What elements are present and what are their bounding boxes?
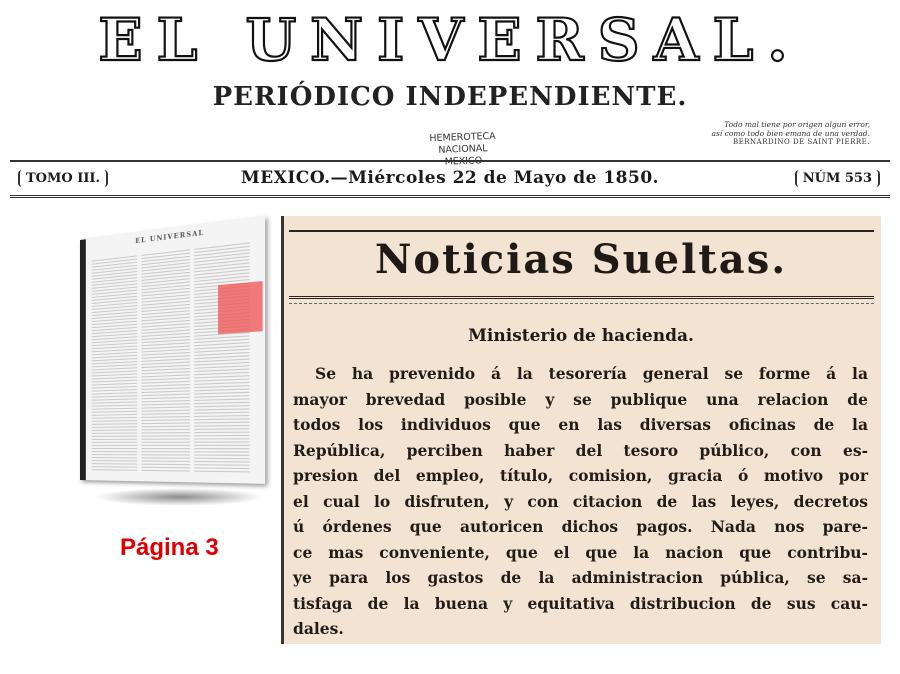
page-thumbnail[interactable] <box>72 229 262 515</box>
thumbnail-header: EL UNIVERSAL <box>135 229 205 246</box>
clipping-rule <box>289 230 874 232</box>
thumbnail-column <box>92 253 138 473</box>
thumbnail-page[interactable] <box>80 216 265 484</box>
article-line: dales. <box>293 619 344 638</box>
stamp-line: HEMEROTECA NACIONAL <box>429 130 496 156</box>
stamp-line: MEXICO <box>444 155 483 168</box>
article-line: ye para los gastos de la administracion pública, se sa- <box>293 568 868 587</box>
epigraph-author: BERNARDINO DE SAINT PIERRE. <box>733 138 870 146</box>
masthead-rule-top <box>10 160 890 162</box>
epigraph-line: Todo mal tiene por origen algun error, <box>724 120 870 129</box>
article-line: el cual lo disfruten, y con citacion de las leyes, decretos <box>293 491 868 511</box>
archive-stamp <box>407 130 518 170</box>
dateline-bar <box>10 168 890 192</box>
article-line: República, perciben haber del tesoro público, con es- <box>293 440 868 460</box>
newspaper-subtitle: PERIÓDICO INDEPENDIENTE. <box>212 82 688 112</box>
article-heading: Ministerio de hacienda. <box>468 326 694 346</box>
article-line: ú órdenes que autoricen dichos pagos. Nada nos pare- <box>293 517 868 536</box>
article-line: tisfaga de la buena y equitativa distribucion de sus cau- <box>293 593 868 613</box>
epigraph <box>700 120 870 147</box>
thumbnail-column <box>194 240 249 474</box>
thumbnail-article-highlight[interactable] <box>218 281 263 334</box>
article-line: presion del empleo, título, comision, gracia ó motivo por <box>293 466 868 485</box>
page-number-label[interactable]: Página 3 <box>120 534 219 561</box>
article-clipping <box>281 216 881 644</box>
dateline-text: MEXICO.—Miércoles 22 de Mayo de 1850. <box>240 168 660 188</box>
article-line: Se ha prevenido á la tesorería general se forme á la <box>315 364 868 383</box>
thumbnail-column <box>141 247 189 474</box>
article-line: ce mas conveniente, que el que la nacion que contribu- <box>293 542 868 562</box>
masthead-rule-bottom <box>10 195 890 198</box>
newspaper-masthead-title <box>40 2 860 72</box>
thumbnail-shadow <box>94 488 264 506</box>
issue-number-tag: NÚM 553 <box>795 170 880 187</box>
clipping-rule <box>289 303 874 304</box>
clipping-rule <box>289 296 874 299</box>
masthead-title-text: EL UNIVERSAL. <box>98 6 802 72</box>
article-line: mayor brevedad posible y se publique una relacion de <box>293 389 868 409</box>
article-body <box>293 361 868 642</box>
section-title: Noticias Sueltas. <box>374 236 788 283</box>
volume-tag: TOMO III. <box>18 170 108 187</box>
epigraph-line: así como todo bien emana de una verdad. <box>711 129 870 138</box>
article-line: todos los individuos que en las diversas oficinas de la <box>293 415 868 434</box>
